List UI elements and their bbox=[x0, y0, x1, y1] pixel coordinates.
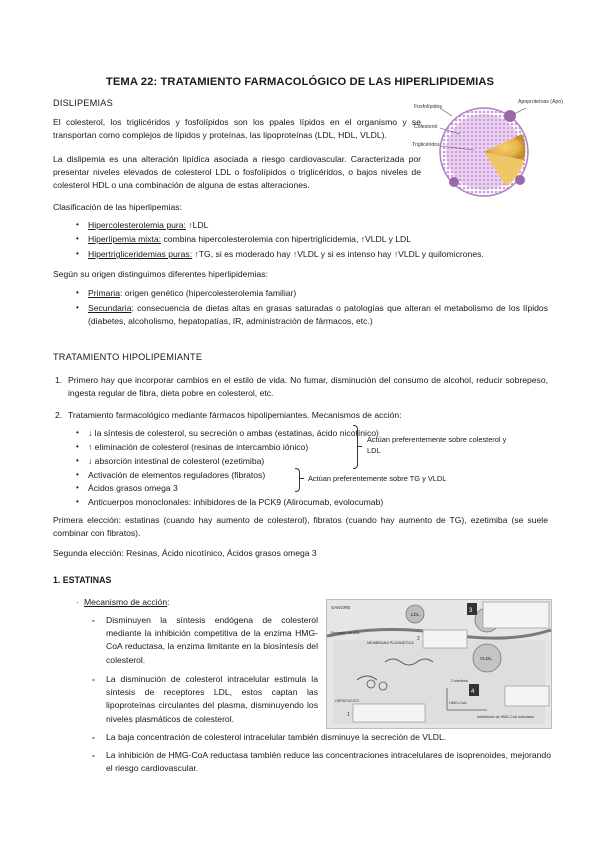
bullet-dot-icon: • bbox=[76, 428, 79, 437]
list-item-hipercolesterolemia bbox=[88, 219, 208, 231]
figure-label-inhibidores: Inhibidores de HMG-CoA reductasa bbox=[477, 715, 534, 719]
paragraph-segunda-eleccion: Segunda elección: Resinas, Ácido nicotínico, Ácidos grasos omega 3 bbox=[53, 548, 317, 558]
step-number: 3 bbox=[469, 608, 473, 614]
bullet-dot-icon: • bbox=[76, 234, 79, 243]
mecanismo-item: ↑ eliminación de colesterol (resinas de intercambio iónico) bbox=[88, 442, 309, 452]
term: Secundaria bbox=[88, 303, 132, 313]
note-ldl: Actúan preferentemente sobre colesterol y LDL bbox=[367, 435, 507, 455]
figure-label-vldl: VLDL bbox=[480, 657, 492, 662]
figure-label-colesterol: Colesterol bbox=[414, 124, 438, 130]
mecanismo-accion-colon: : bbox=[167, 597, 170, 607]
step-number: 1 bbox=[347, 712, 350, 718]
note-tg: Actúan preferentemente sobre TG y VLDL bbox=[308, 474, 447, 483]
term-detail: combina hipercolesterolemia con hipertriglicidemia, ↑VLDL y LDL bbox=[161, 234, 412, 244]
figure-label-colesterol: Colesterol bbox=[451, 679, 469, 683]
lipoprotein-figure bbox=[412, 94, 563, 204]
bullet-dot-icon: • bbox=[76, 303, 79, 312]
term-detail: ↑TG, si es moderado hay ↑VLDL y si es intenso hay ↑VLDL y quilomicrones. bbox=[192, 249, 484, 259]
term: Hiperlipemia mixta: bbox=[88, 234, 162, 244]
figure-label-trigliceridos: Triglicéridos bbox=[412, 142, 440, 148]
brace-tip bbox=[300, 478, 304, 479]
brace-tg bbox=[295, 468, 300, 492]
bullet-dot-icon: · bbox=[76, 597, 79, 607]
paragraph-lipids: El colesterol, los triglicéridos y fosfolípidos son los ppales lípidos en el organismo y se transportan como complejos de lípidos y proteínas, las lipoproteínas (LDL, HDL, VLDL). bbox=[53, 117, 421, 141]
list-item-primaria bbox=[88, 287, 296, 299]
bullet-dot-icon: • bbox=[76, 483, 79, 492]
bullet-dot-icon: • bbox=[76, 288, 79, 297]
statin-mechanism-figure bbox=[326, 599, 552, 729]
paragraph-farmacologico: Tratamiento farmacológico mediante fármacos hipolipemiantes. Mecanismos de acción: bbox=[68, 410, 402, 420]
apoprotein-blob bbox=[504, 110, 516, 122]
mecanismo-item: ↓ absorción intestinal de colesterol (ezetimiba) bbox=[88, 456, 265, 466]
bullet-dot-icon: • bbox=[76, 442, 79, 451]
figure-label-apoproteinas: Apoproteínas (Apo) bbox=[518, 99, 563, 105]
list-item-hipertrigliceridemias bbox=[88, 248, 484, 260]
section-heading-dislipemias: DISLIPEMIAS bbox=[53, 98, 113, 108]
mecanismo-item: Anticuerpos monoclonales: inhibidores de la PCK9 (Alirocumab, evolocumab) bbox=[88, 497, 384, 507]
list-item-hiperlipemia-mixta bbox=[88, 233, 411, 245]
mecanismo-accion-label bbox=[84, 596, 170, 608]
estatina-point-3: La baja concentración de colesterol intracelular también disminuye la secreción de VLDL. bbox=[106, 732, 447, 742]
dash-icon: - bbox=[92, 674, 95, 684]
bullet-dot-icon: • bbox=[76, 497, 79, 506]
mecanismo-item: Activación de elementos reguladores (fibratos) bbox=[88, 470, 266, 480]
dash-icon: - bbox=[92, 732, 95, 742]
figure-label-receptor: Receptor de LDL bbox=[331, 631, 360, 635]
estatina-point-4: La inhibición de HMG-CoA reductasa también reduce las concentraciones intracelulares de isoprenoides, mejorando el riesgo cardiovascular. bbox=[106, 750, 551, 774]
bullet-dot-icon: • bbox=[76, 470, 79, 479]
paragraph-dislipemia: La dislipemia es una alteración lipídica asociada a riesgo cardiovascular. Caracterizada por presentar niveles elevados de colesterol LDL o fosfolípidos o triglicéridos, o bajos niveles de colesterol HDL o una combinación de alguna de estas alteraciones. bbox=[53, 154, 421, 191]
term: Primaria bbox=[88, 288, 120, 298]
page-title: TEMA 22: TRATAMIENTO FARMACOLÓGICO DE LAS HIPERLIPIDEMIAS bbox=[105, 76, 495, 88]
figure-label-hepatocito: HEPATOCITO bbox=[335, 699, 359, 703]
bullet-dot-icon: • bbox=[76, 220, 79, 229]
estatina-point-2: La disminución de colesterol intracelular estimula la síntesis de receptores LDL, estos captan las lipoproteínas circulantes del plasma, disminuyendo los niveles plasmáticos de colesterol. bbox=[106, 674, 318, 724]
brace-tip bbox=[358, 446, 362, 447]
term-detail: : consecuencia de dietas altas en grasas saturadas o patologías que alteran el metabolismo de los lípidos (diabetes, alcoholismo, hepatopatías, IR, administración de fármacos, etc.) bbox=[88, 303, 548, 327]
mecanismo-item: ↓ la síntesis de colesterol, su secreción o ambas (estatinas, ácido nicotínico) bbox=[88, 428, 379, 438]
bullet-dot-icon: • bbox=[76, 249, 79, 258]
term: Hipercolesterolemia pura: bbox=[88, 220, 186, 230]
statin-mechanism-illustration bbox=[327, 600, 551, 728]
item-number: 1. bbox=[55, 375, 63, 385]
list-item-secundaria bbox=[88, 302, 548, 328]
mecanismo-item: Ácidos grasos omega 3 bbox=[88, 483, 178, 493]
paragraph-primera-eleccion: Primera elección: estatinas (cuando hay aumento de colesterol), fibratos (cuando hay aumento de TG), ezetimiba (se suele combinar con fibratos). bbox=[53, 515, 548, 539]
step-number: 4 bbox=[471, 689, 475, 695]
bullet-dot-icon: • bbox=[76, 456, 79, 465]
clasificacion-label: Clasificación de las hiperlipemias: bbox=[53, 202, 182, 212]
figure-label-ldl: LDL bbox=[411, 612, 420, 617]
brace-ldl bbox=[353, 425, 358, 469]
figure-label-membrana: MEMBRANA PLASMÁTICA bbox=[367, 641, 414, 645]
estatina-point-1: Disminuyen la síntesis endógena de colesterol mediante la inhibición competitiva de la enzima HMG-CoA reductasa, la enzima limitante en la biosíntesis del colesterol. bbox=[106, 615, 318, 665]
step-number: 2 bbox=[417, 636, 420, 642]
figure-label-fosfolipidos: Fosfolípidos bbox=[414, 104, 442, 110]
term-detail: ↑LDL bbox=[185, 220, 209, 230]
origen-label: Según su origen distinguimos diferentes hiperlipidemias: bbox=[53, 269, 268, 279]
lipoprotein-particle-illustration bbox=[412, 94, 563, 204]
section-heading-tratamiento: TRATAMIENTO HIPOLIPEMIANTE bbox=[53, 352, 203, 362]
dash-icon: - bbox=[92, 750, 95, 760]
term: Hipertrigliceridemias puras: bbox=[88, 249, 193, 259]
section-heading-estatinas: 1. ESTATINAS bbox=[53, 575, 112, 585]
figure-label-hmgcoa: HMG-CoA bbox=[449, 701, 467, 705]
dash-icon: - bbox=[92, 615, 95, 625]
paragraph-estilo-vida: Primero hay que incorporar cambios en el estilo de vida. No fumar, disminución del consumo de alcohol, reducir sobrepeso, ingesta regular de fibra, dieta pobre en colesterol, etc. bbox=[68, 375, 548, 399]
term-detail: : origen genético (hipercolesterolemia familiar) bbox=[120, 288, 297, 298]
item-number: 2. bbox=[55, 410, 63, 420]
mecanismo-accion-term: Mecanismo de acción bbox=[84, 597, 168, 607]
figure-label-sangre: SANGRE bbox=[331, 605, 351, 610]
